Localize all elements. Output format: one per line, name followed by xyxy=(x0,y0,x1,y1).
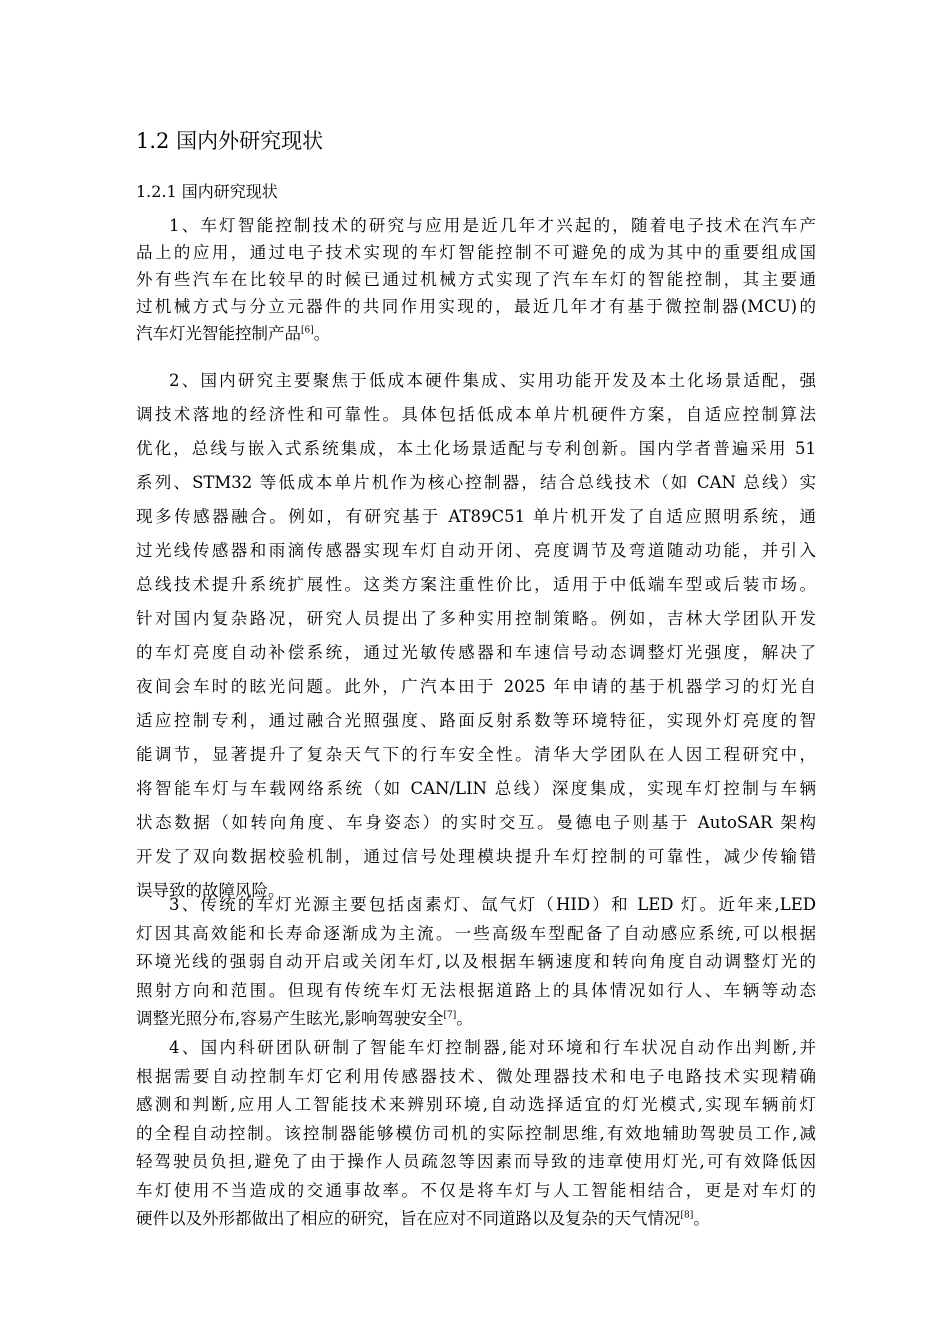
paragraph-line: 系列、STM32 等低成本单片机作为核心控制器，结合总线技术（如 CAN 总线）实 xyxy=(136,473,816,492)
paragraph-line: 轻驾驶员负担,避免了由于操作人员疏忽等因素而导致的违章使用灯光,可有效降低因 xyxy=(136,1152,816,1171)
paragraph-line: 3、传统的车灯光源主要包括卤素灯、氙气灯（HID）和 LED 灯。近年来,LED xyxy=(169,895,816,914)
paragraph-line: 针对国内复杂路况，研究人员提出了多种实用控制策略。例如，吉林大学团队开发 xyxy=(136,609,816,628)
citation: [6] xyxy=(301,325,314,336)
paragraph-tail: 。 xyxy=(693,1209,710,1228)
paragraph-line-last xyxy=(136,1005,816,1034)
paragraph-line: 车灯使用不当造成的交通事故率。不仅是将车灯与人工智能相结合，更是对车灯的 xyxy=(136,1180,816,1200)
paragraph-tail: 。 xyxy=(456,1009,473,1028)
paragraph-line: 的车灯亮度自动补偿系统，通过光敏传感器和车速信号动态调整灯光强度，解决了 xyxy=(136,643,816,662)
paragraph-3 xyxy=(136,891,816,1034)
paragraph-line: 将智能车灯与车载网络系统（如 CAN/LIN 总线）深度集成，实现车灯控制与车辆 xyxy=(136,779,816,798)
paragraph-text: 汽车灯光智能控制产品 xyxy=(136,324,301,343)
paragraph-line: 调技术落地的经济性和可靠性。具体包括低成本单片机硬件方案，自适应控制算法 xyxy=(136,405,816,424)
paragraph-line: 品上的应用，通过电子技术实现的车灯智能控制不可避免的成为其中的重要组成国 xyxy=(136,243,816,262)
paragraph-line: 的全程自动控制。该控制器能够模仿司机的实际控制思维,有效地辅助驾驶员工作,减 xyxy=(136,1123,816,1143)
paragraph-line: 过光线传感器和雨滴传感器实现车灯自动开闭、亮度调节及弯道随动功能，并引入 xyxy=(136,541,816,560)
paragraph-line: 根据需要自动控制车灯它利用传感器技术、微处理器技术和电子电路技术实现精确 xyxy=(136,1066,816,1086)
paragraph-line: 灯因其高效能和长寿命逐渐成为主流。一些高级车型配备了自动感应系统,可以根据 xyxy=(136,923,816,943)
paragraph-line: 照射方向和范围。但现有传统车灯无法根据道路上的具体情况如行人、车辆等动态 xyxy=(136,980,816,1000)
paragraph-4 xyxy=(136,1034,816,1234)
paragraph-line: 优化，总线与嵌入式系统集成，本土化场景适配与专利创新。国内学者普遍采用 51 xyxy=(136,439,816,458)
paragraph-tail: 。 xyxy=(313,324,331,343)
section-heading: 1.2 国内外研究现状 xyxy=(136,129,324,153)
paragraph-line: 状态数据（如转向角度、车身姿态）的实时交互。曼德电子则基于 AutoSAR 架构 xyxy=(136,813,816,832)
subsection-heading: 1.2.1 国内研究现状 xyxy=(136,182,278,201)
paragraph-line-last xyxy=(136,1205,816,1234)
paragraph-line: 总线技术提升系统扩展性。这类方案注重性价比，适用于中低端车型或后装市场。 xyxy=(136,575,816,594)
paragraph-line-last: 误导致的故障风险。 xyxy=(136,881,285,900)
paragraph-2 xyxy=(136,364,816,908)
paragraph-line: 开发了双向数据校验机制，通过信号处理模块提升车灯控制的可靠性，减少传输错 xyxy=(136,847,816,866)
citation: [8] xyxy=(680,1210,694,1221)
paragraph-line: 现多传感器融合。例如，有研究基于 AT89C51 单片机开发了自适应照明系统，通 xyxy=(136,507,816,526)
paragraph-line-last xyxy=(136,320,816,347)
paragraph-line: 夜间会车时的眩光问题。此外，广汽本田于 2025 年申请的基于机器学习的灯光自 xyxy=(136,677,816,696)
paragraph-line: 外有些汽车在比较早的时候已通过机械方式实现了汽车车灯的智能控制，其主要通 xyxy=(136,270,816,289)
paragraph-1 xyxy=(136,212,816,347)
paragraph-line: 能调节，显著提升了复杂天气下的行车安全性。清华大学团队在人因工程研究中， xyxy=(136,745,816,764)
paragraph-text: 调整光照分布,容易产生眩光,影响驾驶安全 xyxy=(136,1009,444,1028)
paragraph-line: 4、国内科研团队研制了智能车灯控制器,能对环境和行车状况自动作出判断,并 xyxy=(169,1038,816,1057)
paragraph-text: 硬件以及外形都做出了相应的研究，旨在应对不同道路以及复杂的天气情况 xyxy=(136,1209,681,1228)
paragraph-line: 环境光线的强弱自动开启或关闭车灯,以及根据车辆速度和转向角度自动调整灯光的 xyxy=(136,952,816,971)
paragraph-line: 1、车灯智能控制技术的研究与应用是近几年才兴起的，随着电子技术在汽车产 xyxy=(169,216,816,235)
paragraph-line: 感测和判断,应用人工智能技术来辨别环境,自动选择适宜的灯光模式,实现车辆前灯 xyxy=(136,1095,816,1114)
paragraph-line: 过机械方式与分立元器件的共同作用实现的，最近几年才有基于微控制器(MCU)的 xyxy=(136,297,816,316)
paragraph-line: 2、国内研究主要聚焦于低成本硬件集成、实用功能开发及本土化场景适配，强 xyxy=(169,371,816,390)
paragraph-line: 适应控制专利，通过融合光照强度、路面反射系数等环境特征，实现外灯亮度的智 xyxy=(136,711,816,730)
citation: [7] xyxy=(443,1010,457,1021)
